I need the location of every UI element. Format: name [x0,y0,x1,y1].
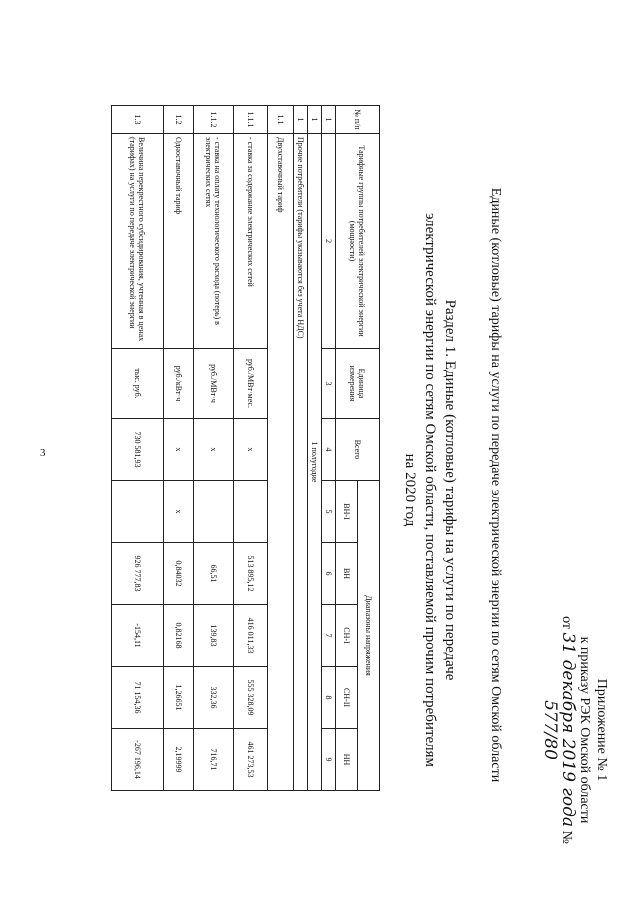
row-name: Одноставочный тариф [164,134,194,349]
col-number: 3 [322,349,336,419]
row-num: 1 [294,106,308,134]
row-num: 1.1.2 [194,106,234,134]
row-unit: руб./МВт·мес. [234,349,268,419]
row-sn1: 0,82168 [164,605,194,667]
row-name: Двухставочный тариф [268,134,294,791]
row-sn1: 416 011,33 [234,605,268,667]
row-name: Величина перекрестного субсидирования, учтенная в ценах (тарифах) на услуги по передаче электрической энергии [112,134,164,349]
row-num: 1.3 [112,106,164,134]
row-total: х [234,419,268,481]
row-sn2: 71 154,36 [112,667,164,729]
header-group: Тарифные группы потребителей электрической энергии (мощности) [336,134,380,349]
col-number: 5 [322,481,336,543]
row-vn1 [112,481,164,543]
half-year-num: 1 [308,106,322,134]
row-sn2: 555 328,09 [234,667,268,729]
header-num: № п/п [336,106,380,134]
header-sn2: СН-II [336,667,358,729]
row-sn2: 332,36 [194,667,234,729]
section-title-line3: на 2020 год [402,453,418,527]
row-nn: -267 196,14 [112,729,164,791]
row-vn: 66,51 [194,543,234,605]
row-num: 1.1.1 [234,106,268,134]
row-sn1: 139,83 [194,605,234,667]
row-name: - ставка за содержание электрических сетей [234,134,268,349]
col-number: 6 [322,543,336,605]
header-vn1: ВН-I [336,481,358,543]
from-label: от [559,616,574,630]
row-name: - ставка на оплату технологического расхода (потерь) в электрических сетях [194,134,234,349]
row-nn: 716,71 [194,729,234,791]
half-year-label: 1 полугодие [308,134,322,791]
header-nn: НН [336,729,358,791]
row-sn1: -154,11 [112,605,164,667]
section-title-line1: Раздел 1. Единые (котловые) тарифы на услуги по передаче [442,299,458,681]
handwritten-date: 31 декабря 2019 года [558,632,578,828]
half-year-row [308,106,322,791]
table-row [164,106,194,791]
row-num: 1.1 [268,106,294,134]
col-number: 4 [322,419,336,481]
table-row [112,106,164,791]
row-total: х [164,419,194,481]
section-title-line2: электрической энергии по сетям Омской области, поставляемой прочим потребителям [422,212,438,768]
row-vn: 513 895,12 [234,543,268,605]
row-num: 1.2 [164,106,194,134]
section-title [400,140,460,840]
appendix-block [540,600,610,860]
document-title: Единые (котловые) тарифы на услуги по передаче электрической энергии по сетям Омской области [488,187,503,783]
row-vn: 0,84032 [164,543,194,605]
appendix-line3 [540,600,576,860]
row-vn1: х [164,481,194,543]
header-ranges: Диапазоны напряжения [358,481,380,791]
appendix-line2: к приказу РЭК Омской области [577,636,592,824]
row-vn1 [234,481,268,543]
number-label: № [559,830,574,844]
col-number: 9 [322,729,336,791]
page-number: 3 [40,447,46,459]
col-number: 8 [322,667,336,729]
header-unit: Единица измерения [336,349,380,419]
header-total: Всего [336,419,380,481]
tariff-table [111,105,380,791]
appendix-line1: Приложение № 1 [594,678,609,782]
handwritten-number: 577/80 [540,700,560,760]
col-number: 1 [322,106,336,134]
row-unit: тыс. руб. [112,349,164,419]
row-total: х [194,419,234,481]
table-row [294,106,308,791]
row-group-title: Прочие потребители (тарифы указываются без учета НДС) [294,134,308,791]
col-number: 2 [322,134,336,349]
row-nn: 461 273,53 [234,729,268,791]
header-vn: ВН [336,543,358,605]
column-number-row [322,106,336,791]
row-nn: 2,19999 [164,729,194,791]
table-row [234,106,268,791]
row-unit: руб./МВт·ч [194,349,234,419]
row-unit: руб./кВт·ч [164,349,194,419]
header-sn1: СН-I [336,605,358,667]
table-row [194,106,234,791]
row-vn1 [194,481,234,543]
row-sn2: 1,26651 [164,667,194,729]
row-total: 730 581,93 [112,419,164,481]
col-number: 7 [322,605,336,667]
row-vn: 926 777,83 [112,543,164,605]
table-row [268,106,294,791]
